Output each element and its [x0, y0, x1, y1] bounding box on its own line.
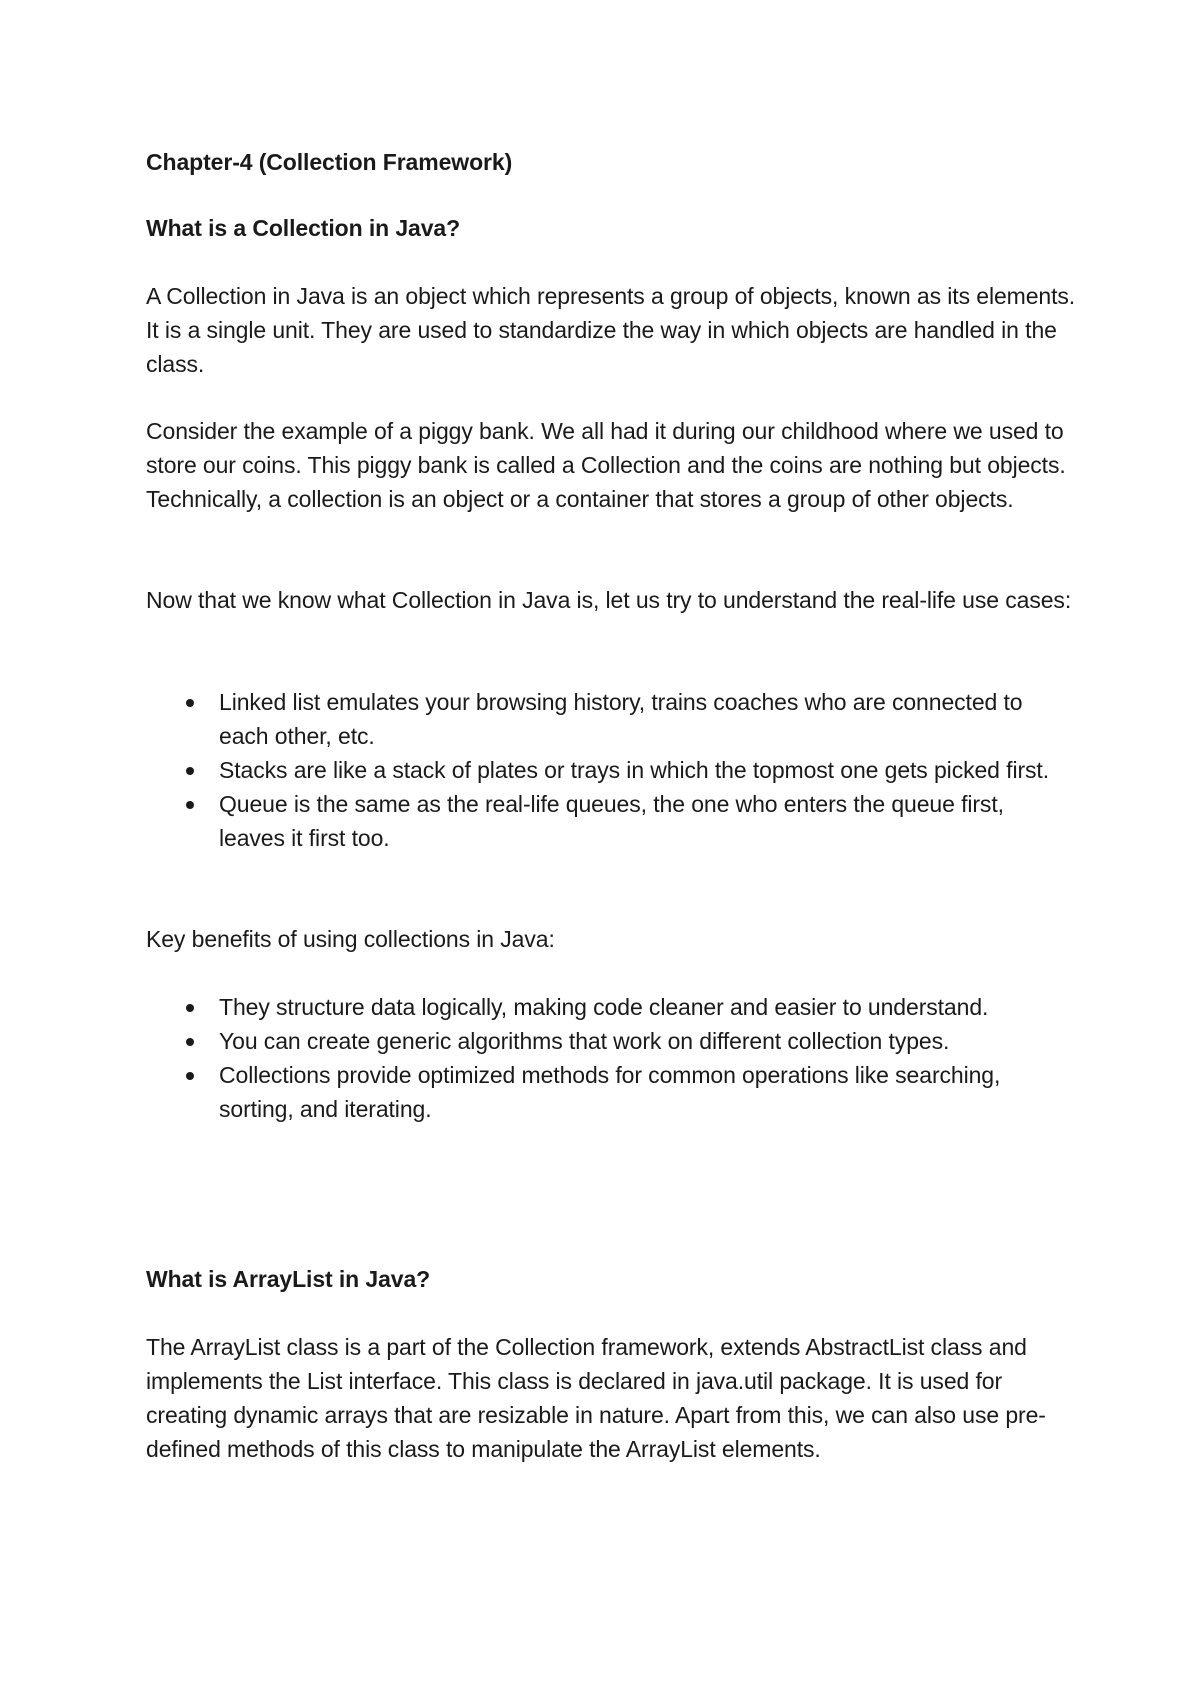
list-item-text: Queue is the same as the real-life queues, the one who enters the queue first, leaves it first too. — [219, 791, 1004, 851]
list-item-text: Stacks are like a stack of plates or trays in which the topmost one gets picked first. — [219, 757, 1050, 783]
list-item — [146, 787, 1076, 855]
section-heading-arraylist: What is ArrayList in Java? — [146, 1266, 431, 1292]
list-item-text: Linked list emulates your browsing history, trains coaches who are connected to each other, etc. — [219, 689, 1023, 749]
paragraph-piggy-bank-example: Consider the example of a piggy bank. We all had it during our childhood where we used to store our coins. This piggy bank is called a Collection and the coins are nothing but objects. Technically, a collection is an object or a container that stores a group of other objects. — [146, 418, 1066, 512]
bullet-icon — [186, 1038, 194, 1046]
paragraph-use-cases-intro: Now that we know what Collection in Java is, let us try to understand the real-life use cases: — [146, 587, 1072, 613]
bullet-icon — [186, 1004, 194, 1012]
list-item — [146, 1024, 1076, 1058]
bullet-icon — [186, 767, 194, 775]
chapter-title: Chapter-4 (Collection Framework) — [146, 149, 513, 175]
list-item-text: They structure data logically, making code cleaner and easier to understand. — [219, 994, 989, 1020]
use-cases-list — [146, 685, 1076, 855]
list-item — [146, 1058, 1076, 1126]
bullet-icon — [186, 699, 194, 707]
list-item — [146, 990, 1076, 1024]
paragraph-benefits-intro: Key benefits of using collections in Java: — [146, 926, 555, 952]
bullet-icon — [186, 801, 194, 809]
benefits-list — [146, 990, 1076, 1126]
list-item-text: You can create generic algorithms that work on different collection types. — [219, 1028, 950, 1054]
section-heading-collection: What is a Collection in Java? — [146, 215, 461, 241]
list-item — [146, 685, 1076, 753]
bullet-icon — [186, 1072, 194, 1080]
paragraph-arraylist-definition: The ArrayList class is a part of the Collection framework, extends AbstractList class and implements the List interface. This class is declared in java.util package. It is used for creating dynamic arrays that are resizable in nature. Apart from this, we can also use pre-defined methods of this class to manipulate the ArrayList elements. — [146, 1334, 1046, 1462]
list-item — [146, 753, 1076, 787]
list-item-text: Collections provide optimized methods for common operations like searching, sorting, and iterating. — [219, 1062, 1001, 1122]
paragraph-collection-definition: A Collection in Java is an object which represents a group of objects, known as its elements. It is a single unit. They are used to standardize the way in which objects are handled in the class. — [146, 283, 1076, 377]
